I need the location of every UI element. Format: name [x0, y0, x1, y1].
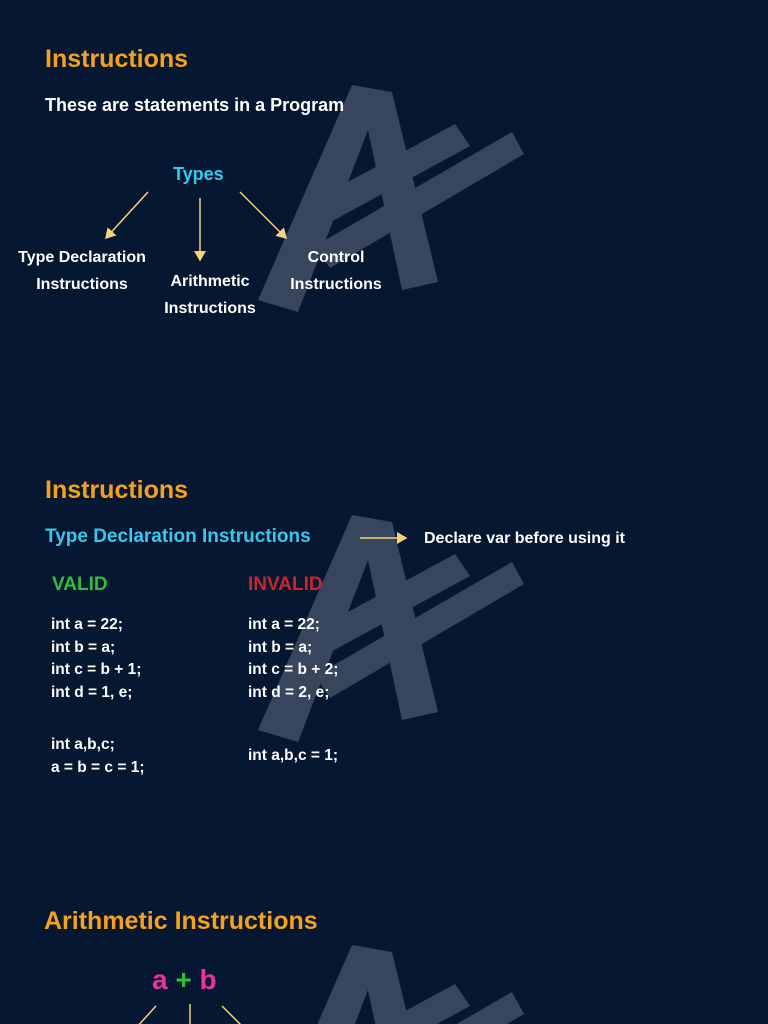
invalid-code-block-2 [248, 745, 338, 768]
section1-description: These are statements in a Program [45, 95, 345, 115]
valid-label: VALID [52, 574, 108, 595]
code-line: int c = b + 2; [248, 661, 339, 678]
code-line: int b = a; [248, 638, 313, 656]
arrow-right-icon [222, 1006, 244, 1024]
code-line: int a = 22; [51, 616, 123, 633]
invalid-code-block-1 [248, 614, 338, 704]
invalid-label: INVALID [248, 574, 323, 595]
control-instructions: Control Instructions [290, 249, 382, 293]
valid-code-block-1 [51, 614, 141, 704]
operator-plus: + [175, 964, 192, 995]
type-declaration-subheading: Type Declaration Instructions [45, 526, 311, 547]
code-line: int d = 1, e; [51, 683, 133, 701]
arithmetic-instructions: Arithmetic Instructions [164, 273, 256, 317]
declare-var-note: Declare var before using it [424, 530, 625, 547]
code-line: int c = b + 1; [51, 661, 142, 678]
arrow-left-icon [106, 192, 148, 238]
arrow-right-icon [240, 192, 286, 238]
code-line: a = b = c = 1; [51, 758, 145, 776]
code-line: int d = 2, e; [248, 683, 330, 701]
code-line: int a = 22; [248, 616, 320, 633]
watermark-logo-icon [258, 945, 524, 1024]
operand-b: b [199, 964, 217, 995]
operand-a: a [152, 964, 168, 995]
valid-code-block-2 [51, 734, 144, 779]
section1-heading: Instructions [45, 45, 189, 73]
section2-heading: Instructions [45, 476, 189, 504]
arithmetic-expression [152, 964, 217, 996]
code-line: int a,b,c; [51, 736, 115, 753]
code-line: int b = a; [51, 638, 116, 656]
type-declaration-instructions: Type Declaration Instructions [18, 249, 146, 293]
types-label: Types [173, 164, 224, 184]
section3-heading: Arithmetic Instructions [44, 907, 318, 935]
arrow-left-icon [136, 1006, 156, 1024]
code-line: int a,b,c = 1; [248, 747, 339, 764]
